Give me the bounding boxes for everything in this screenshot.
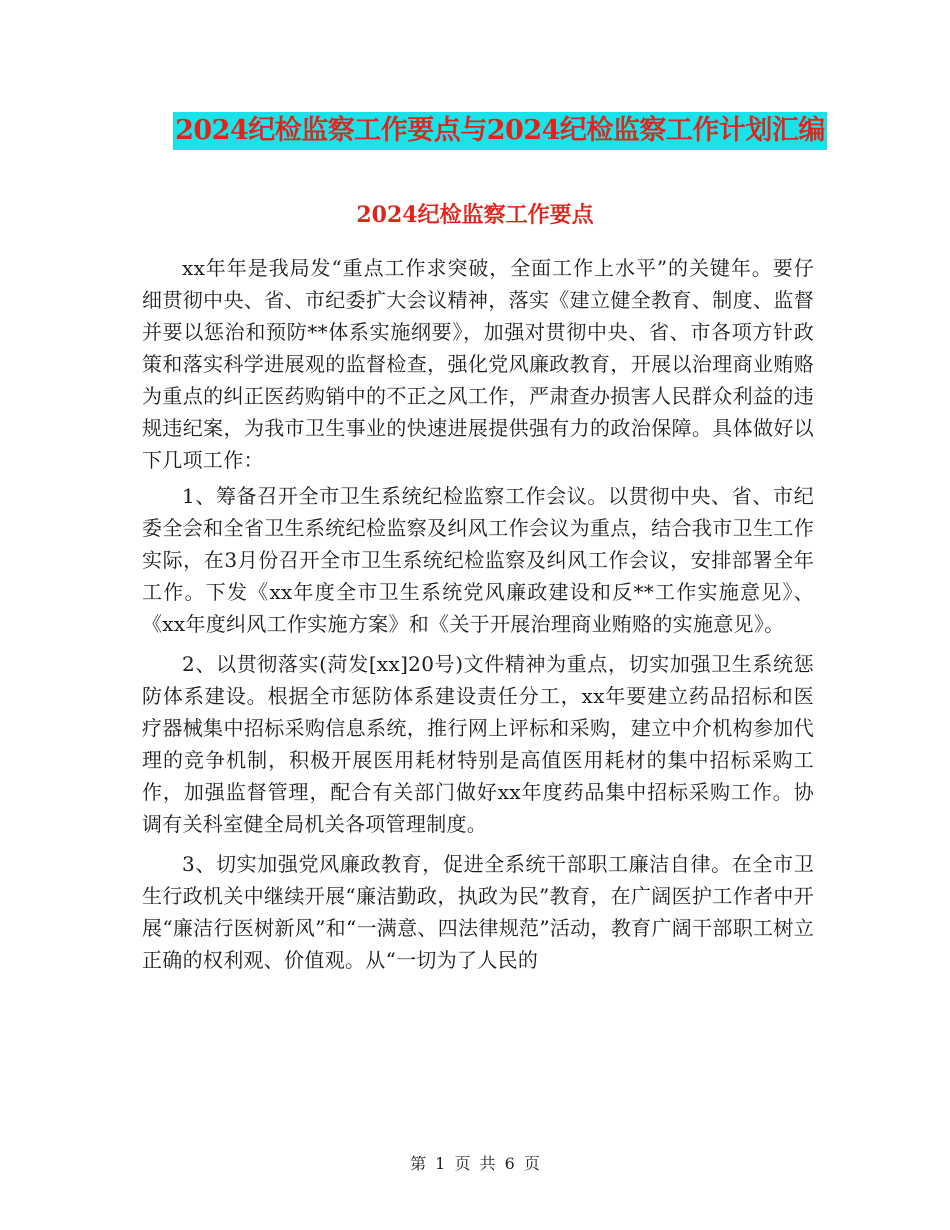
page-footer: 第 1 页 共 6 页 xyxy=(410,1154,540,1173)
paragraph-item-2: 2、以贯彻落实(菏发[xx]20号)文件精神为重点，切实加强卫生系统惩防体系建设。根据全市惩防体系建设责任分工，xx年要建立药品招标和医疗器械集中招标采购信息系统，推行网上评标和采购，建立中介机构参加代理的竞争机制，积极开展医用耗材特别是高值医用耗材的集中招标采购工作，加强监督管理，配合有关部门做好xx年度药品集中招标采购工作。协调有关科室健全局机关各项管理制度。 xyxy=(142,652,814,836)
document-body xyxy=(142,252,814,984)
section-heading: 2024纪检监察工作要点 xyxy=(356,202,594,228)
title-container xyxy=(0,112,950,150)
paragraph-item-1: 1、筹备召开全市卫生系统纪检监察工作会议。以贯彻中央、省、市纪委全会和全省卫生系统纪检监察及纠风工作会议为重点，结合我市卫生工作实际，在3月份召开全市卫生系统纪检监察及纠风工作会议，安排部署全年工作。下发《xx年度全市卫生系统党风廉政建设和反**工作实施意见》、《xx年度纠风工作实施方案》和《关于开展治理商业贿赂的实施意见》。 xyxy=(142,484,814,636)
document-title: 2024纪检监察工作要点与2024纪检监察工作计划汇编 xyxy=(173,112,827,150)
paragraph-item-3: 3、切实加强党风廉政教育，促进全系统干部职工廉洁自律。在全市卫生行政机关中继续开展“廉洁勤政，执政为民”教育，在广阔医护工作者中开展“廉洁行医树新风”和“一满意、四法律规范”活动，教育广阔干部职工树立正确的权利观、价值观。从“一切为了人民的 xyxy=(142,852,814,972)
paragraph-intro: xx年年是我局发“重点工作求突破，全面工作上水平”的关键年。要仔细贯彻中央、省、市纪委扩大会议精神，落实《建立健全教育、制度、监督并要以惩治和预防**体系实施纲要》，加强对贯彻中央、省、市各项方针政策和落实科学进展观的监督检查，强化党风廉政教育，开展以治理商业贿赂为重点的纠正医药购销中的不正之风工作，严肃查办损害人民群众利益的违规违纪案，为我市卫生事业的快速进展提供强有力的政治保障。具体做好以下几项工作： xyxy=(142,256,814,472)
